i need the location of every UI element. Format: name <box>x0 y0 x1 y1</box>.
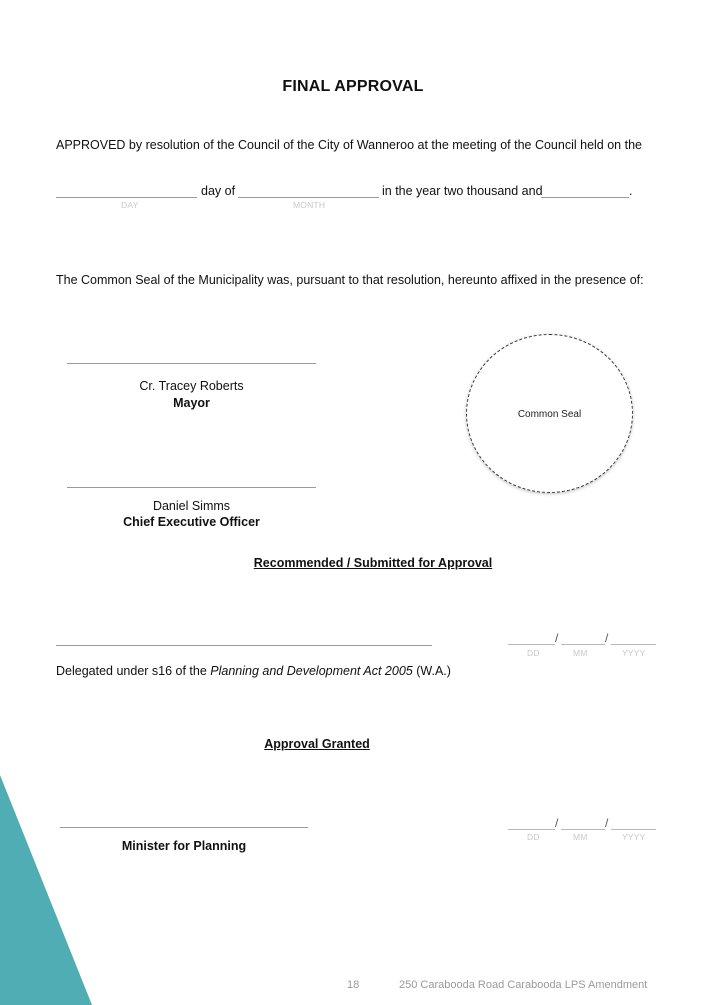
ceo-signature-line[interactable] <box>67 487 316 488</box>
footer-document-title: 250 Carabooda Road Carabooda LPS Amendment <box>399 979 648 991</box>
teal-triangle-shape <box>0 775 92 1005</box>
approval-heading: Approval Granted <box>264 737 370 751</box>
day-line[interactable] <box>56 197 197 198</box>
rec-mm-line[interactable] <box>561 644 605 645</box>
rec-yyyy-hint: YYYY <box>622 648 646 658</box>
min-slash-2: / <box>605 816 609 830</box>
footer-page-number: 18 <box>347 979 360 991</box>
delegated-text <box>56 664 451 678</box>
mayor-signature-line[interactable] <box>67 363 316 364</box>
month-hint: MONTH <box>293 200 326 210</box>
delegated-suffix: (W.A.) <box>412 664 451 678</box>
common-seal-label: Common Seal <box>517 409 582 420</box>
rec-slash-1: / <box>555 631 559 645</box>
month-line[interactable] <box>238 197 379 198</box>
min-slash-1: / <box>555 816 559 830</box>
seal-statement: The Common Seal of the Municipality was, pursuant to that resolution, hereunto affixed in the presence of: <box>56 273 644 287</box>
page-title: FINAL APPROVAL <box>282 78 424 95</box>
min-mm-hint: MM <box>573 832 588 842</box>
day-hint: DAY <box>121 200 139 210</box>
min-yyyy-hint: YYYY <box>622 832 646 842</box>
min-mm-line[interactable] <box>561 829 605 830</box>
rec-yyyy-line[interactable] <box>611 644 656 645</box>
in-year-text: in the year two thousand and <box>382 184 543 198</box>
rec-slash-2: / <box>605 631 609 645</box>
approved-statement: APPROVED by resolution of the Council of the City of Wanneroo at the meeting of the Council held on the <box>56 138 642 152</box>
ceo-title: Chief Executive Officer <box>123 515 260 529</box>
recommended-heading: Recommended / Submitted for Approval <box>253 556 493 570</box>
min-yyyy-line[interactable] <box>611 829 656 830</box>
recommended-signature-line[interactable] <box>56 645 432 646</box>
minister-signature-line[interactable] <box>60 827 308 828</box>
minister-title: Minister for Planning <box>121 839 247 853</box>
mayor-name: Cr. Tracey Roberts <box>139 379 244 393</box>
mayor-title: Mayor <box>173 396 210 410</box>
min-dd-line[interactable] <box>508 829 555 830</box>
day-of-text: day of <box>201 184 236 198</box>
common-seal-circle <box>466 334 633 493</box>
delegated-prefix: Delegated under s16 of the <box>56 664 211 678</box>
min-dd-hint: DD <box>527 832 540 842</box>
rec-mm-hint: MM <box>573 648 588 658</box>
year-line[interactable] <box>541 197 629 198</box>
teal-corner-decoration <box>0 775 95 1005</box>
period-text: . <box>629 184 633 198</box>
rec-dd-hint: DD <box>527 648 540 658</box>
ceo-name: Daniel Simms <box>152 499 231 513</box>
act-name: Planning and Development Act 2005 <box>210 664 413 678</box>
rec-dd-line[interactable] <box>508 644 555 645</box>
